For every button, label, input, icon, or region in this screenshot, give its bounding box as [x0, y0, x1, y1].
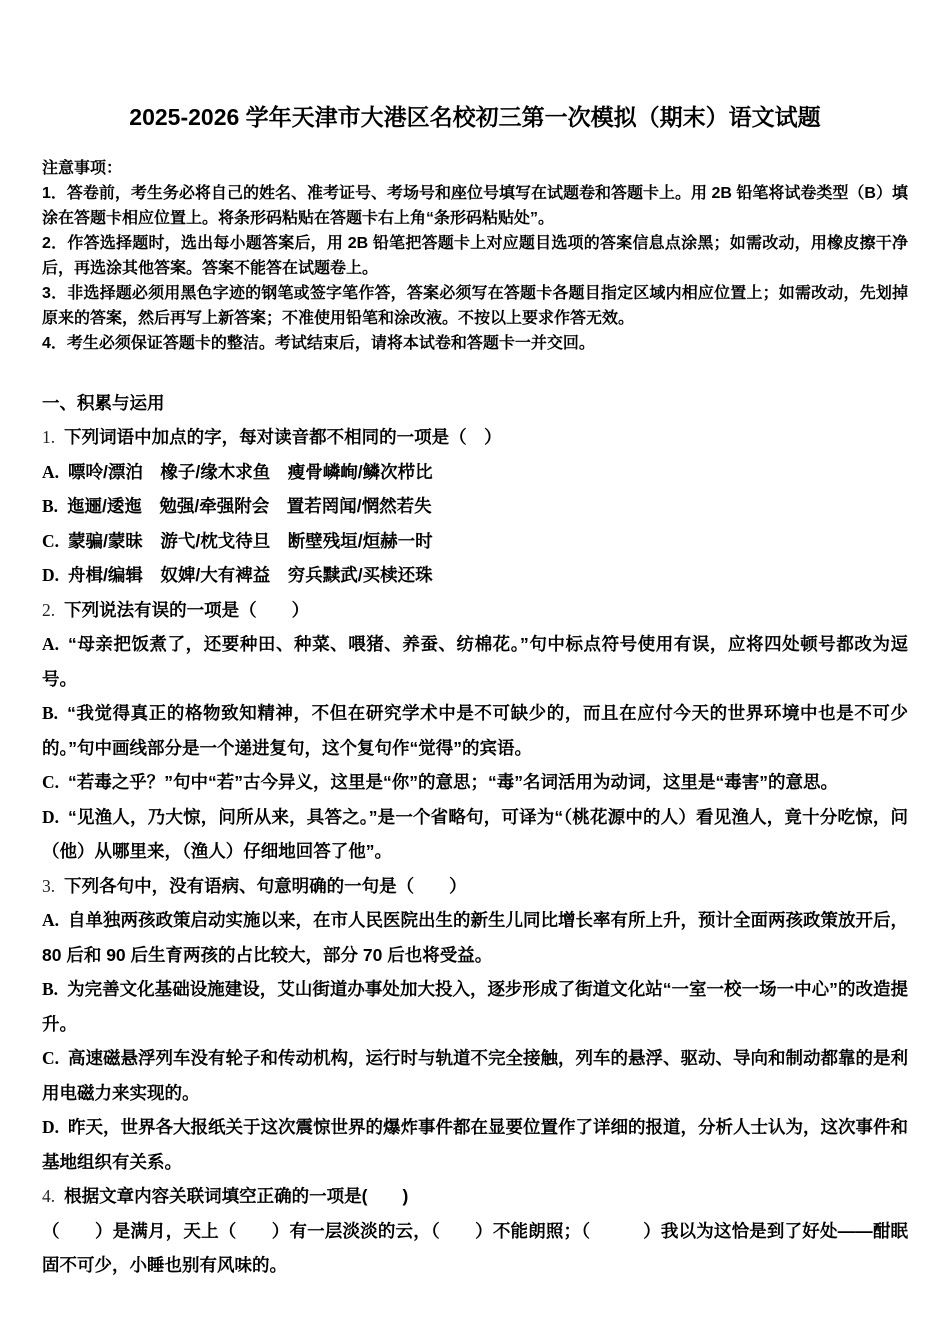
question-stem-text: 下列说法有误的一项是（ ）: [64, 599, 310, 620]
option-text: 为完善文化基础设施建设，艾山街道办事处加大投入，逐步形成了街道文化站“一室一校一场一中心”的改造提升。: [42, 979, 908, 1034]
option-b: [42, 489, 908, 524]
option-text: “见渔人，乃大惊，问所从来，具答之。”是一个省略句，可译为“（桃花源中的人）看见渔人，竟十分吃惊，问（他）从哪里来，（渔人）仔细地回答了他”。: [42, 806, 908, 861]
question-number: 4.: [42, 1186, 56, 1206]
option-d: [42, 800, 908, 869]
option-letter: A.: [42, 910, 60, 930]
option-text: 高速磁悬浮列车没有轮子和传动机构，运行时与轨道不完全接触，列车的悬浮、驱动、导向和制动都靠的是利用电磁力来实现的。: [42, 1048, 909, 1103]
question-1: [42, 420, 908, 593]
notice-item: 1．答卷前，考生务必将自己的姓名、准考证号、考场号和座位号填写在试题卷和答题卡上。用 2B 铅笔将试卷类型（B）填涂在答题卡相应位置上。将条形码粘贴在答题卡右上角“条形码粘贴处”。: [42, 185, 908, 227]
option-letter: C.: [42, 530, 60, 551]
question-2: [42, 593, 908, 869]
question-number: 2.: [42, 599, 56, 620]
option-letter: D.: [42, 806, 60, 827]
question-stem: [42, 869, 908, 904]
option-b: [42, 972, 908, 1041]
fill-in-text: （ ）是满月，天上（ ）有一层淡淡的云，（ ）不能朗照；（ ）我以为这恰是到了好处——酣眠固不可少，小睡也别有风味的。: [42, 1220, 908, 1275]
notice-item: 2．作答选择题时，选出每小题答案后，用 2B 铅笔把答题卡上对应题目选项的答案信息点涂黑；如需改动，用橡皮擦干净后，再选涂其他答案。答案不能答在试题卷上。: [42, 235, 908, 277]
option-text: 嘌呤/漂泊 橡子/缘木求鱼 瘦骨嶙峋/鳞次栉比: [68, 461, 433, 482]
notice-section: [42, 156, 908, 356]
option-b: [42, 696, 908, 765]
option-c: [42, 1041, 908, 1110]
option-text: 昨天，世界各大报纸关于这次震惊世界的爆炸事件都在显要位置作了详细的报道，分析人士认为，这次事件和基地组织有关系。: [42, 1117, 909, 1172]
option-text: 舟楫/编辑 奴婢/大有裨益 穷兵黩武/买椟还珠: [68, 565, 433, 585]
option-c: [42, 524, 908, 559]
option-text: “我觉得真正的格物致知精神，不但在研究学术中是不可缺少的，而且在应付今天的世界环境中也是不可少的。”句中画线部分是一个递进复句，这个复句作“觉得”的宾语。: [42, 703, 908, 758]
option-d: [42, 1110, 908, 1179]
question-stem: [42, 420, 908, 455]
option-letter: C.: [42, 772, 60, 792]
option-c: [42, 765, 908, 800]
page-title: 2025-2026 学年天津市大港区名校初三第一次模拟（期末）语文试题: [129, 104, 821, 130]
option-a: [42, 627, 908, 696]
question-stem-text: 根据文章内容关联词填空正确的一项是( ): [64, 1186, 409, 1206]
notice-item: 3．非选择题必须用黑色字迹的钢笔或签字笔作答，答案必须写在答题卡各题目指定区域内相应位置上；如需改动，先划掉原来的答案，然后再写上新答案；不准使用铅笔和涂改液。不按以上要求作答无效。: [42, 285, 908, 327]
option-a: [42, 903, 908, 972]
option-letter: B.: [42, 979, 59, 999]
section-heading: 一、积累与运用: [42, 393, 165, 413]
option-text: 蒙骗/蒙昧 游弋/枕戈待旦 断壁残垣/烜赫一时: [68, 530, 433, 551]
notice-item: 4．考生必须保证答题卡的整洁。考试结束后，请将本试卷和答题卡一并交回。: [42, 335, 595, 352]
option-a: [42, 455, 908, 490]
option-letter: B.: [42, 703, 59, 723]
question-4: [42, 1179, 908, 1283]
option-text: “若毒之乎？”句中“若”古今异义，这里是“你”的意思；“毒”名词活用为动词，这里是“毒害”的意思。: [68, 772, 839, 792]
option-letter: D.: [42, 565, 60, 585]
option-text: “母亲把饭煮了，还要种田、种菜、喂猪、养蚕、纺棉花。”句中标点符号使用有误，应将四处顿号都改为逗号。: [42, 634, 908, 689]
question-3: [42, 869, 908, 1180]
notice-label: 注意事项：: [42, 160, 123, 177]
option-text: 自单独两孩政策启动实施以来，在市人民医院出生的新生儿同比增长率有所上升，预计全面两孩政策放开后，80 后和 90 后生育两孩的占比较大，部分 70 后也将受益。: [42, 910, 909, 965]
question-number: 1.: [42, 427, 56, 447]
question-stem-text: 下列各句中，没有语病、句意明确的一句是（ ）: [64, 875, 467, 896]
option-letter: A.: [42, 461, 60, 482]
option-text: 迤逦/逶迤 勉强/牵强附会 置若罔闻/惘然若失: [67, 496, 432, 516]
question-stem: [42, 1179, 908, 1214]
question-number: 3.: [42, 875, 56, 896]
question-stem: [42, 593, 908, 628]
question-stem-text: 下列词语中加点的字，每对读音都不相同的一项是（ ）: [64, 427, 502, 447]
option-d: [42, 558, 908, 593]
option-letter: D.: [42, 1117, 60, 1137]
option-letter: B.: [42, 496, 59, 516]
option-letter: A.: [42, 634, 60, 654]
option-letter: C.: [42, 1048, 60, 1068]
